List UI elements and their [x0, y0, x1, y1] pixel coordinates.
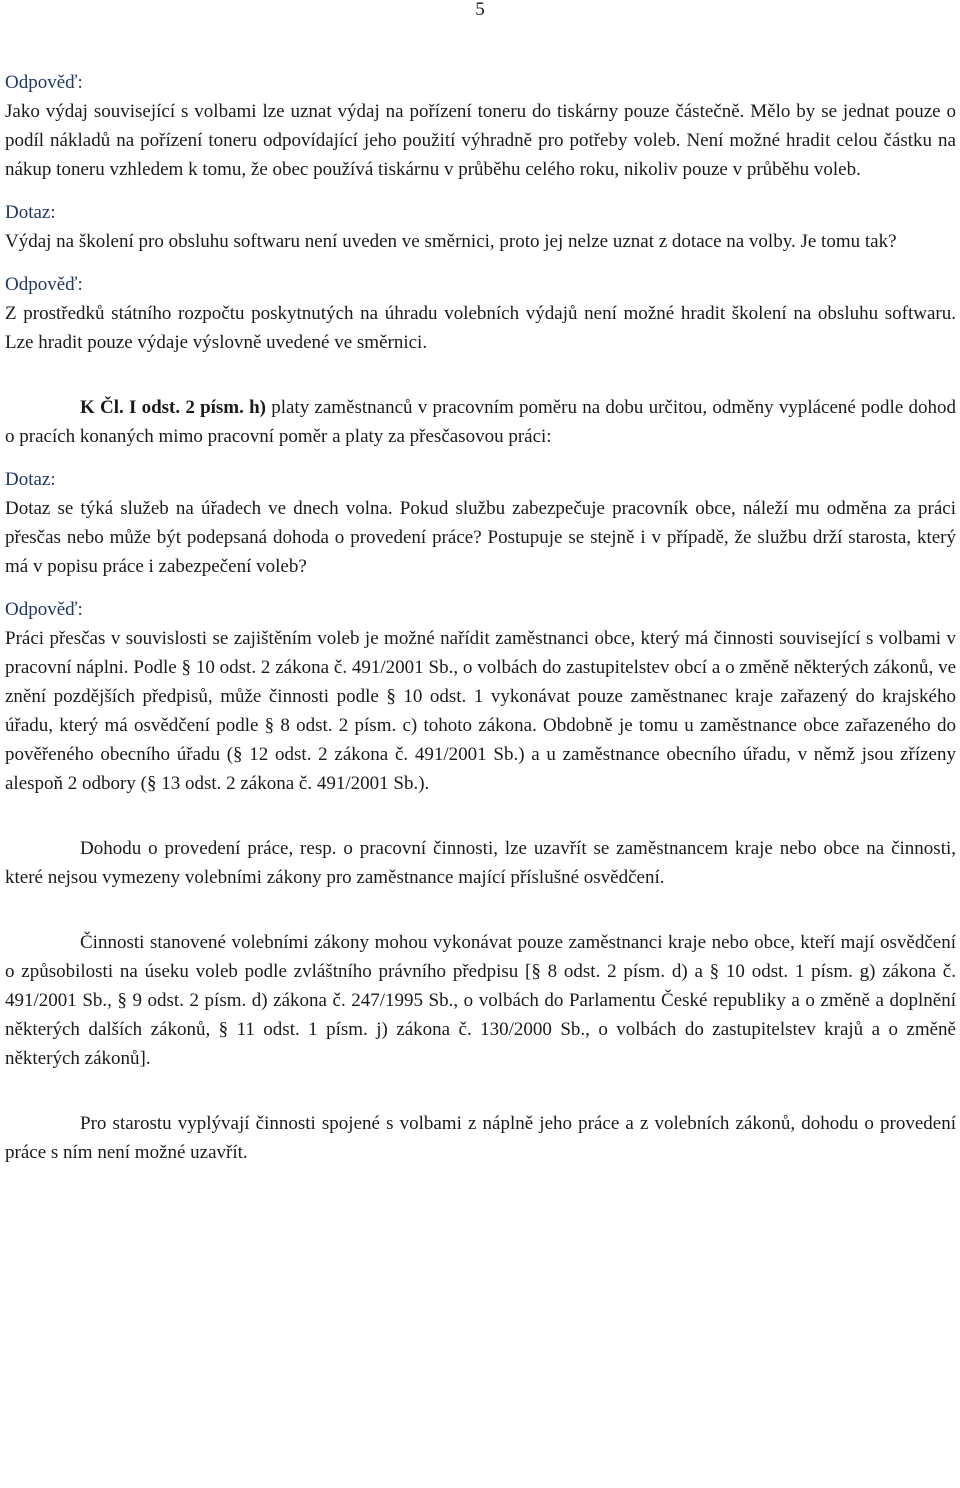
page-number: 5 — [475, 0, 485, 20]
section-heading: K Čl. I odst. 2 písm. h) — [80, 397, 266, 418]
question-label: Dotaz: — [5, 469, 56, 490]
section-paragraph — [5, 393, 956, 451]
question-text: Dotaz se týká služeb na úřadech ve dnech volna. Pokud službu zabezpečuje pracovník obce, náleží mu odměna za práci přesčas nebo může být podepsaná dohoda o provedení práce? Postupuje se stejně i v případě, že službu drží starosta, který má v popisu práce i zabezpečení voleb? — [5, 498, 956, 577]
section-text: platy zaměstnanců v pracovním poměru na dobu určitou, odměny vyplácené podle dohod o pracích konaných mimo pracovní poměr a platy za přesčasovou práci: — [5, 397, 956, 447]
document-content — [5, 68, 956, 1167]
paragraph: Dohodu o provedení práce, resp. o pracovní činnosti, lze uzavřít se zaměstnancem kraje nebo obce na činnosti, které nejsou vymezeny volebními zákony pro zaměstnance mající příslušné osvědčení. — [5, 838, 956, 888]
answer-label: Odpověď: — [5, 599, 83, 620]
paragraph: Činnosti stanovené volebními zákony mohou vykonávat pouze zaměstnanci kraje nebo obce, kteří mají osvědčení o způsobilosti na úseku voleb podle zvláštního právního předpisu [§ 8 odst. 2 písm. d) a § 10 odst. 1 písm. g) zákona č. 491/2001 Sb., § 9 odst. 2 písm. d) zákona č. 247/1995 Sb., o volbách do Parlamentu České republiky a o změně a doplnění některých dalších zákonů, § 11 odst. 1 písm. j) zákona č. 130/2000 Sb., o volbách do zastupitelstev krajů a o změně některých zákonů]. — [5, 932, 956, 1069]
question-text: Výdaj na školení pro obsluhu softwaru není uveden ve směrnici, proto jej nelze uznat z dotace na volby. Je tomu tak? — [5, 231, 897, 252]
answer-label: Odpověď: — [5, 72, 83, 93]
paragraph: Pro starostu vyplývají činnosti spojené s volbami z náplně jeho práce a z volebních zákonů, dohodu o provedení práce s ním není možné uzavřít. — [5, 1113, 956, 1163]
answer-text: Práci přesčas v souvislosti se zajištěním voleb je možné nařídit zaměstnanci obce, který má činnosti související s volbami v pracovní náplni. Podle § 10 odst. 2 zákona č. 491/2001 Sb., o volbách do zastupitelstev obcí a o změně některých zákonů, ve znění pozdějších předpisů, může činnosti podle § 10 odst. 1 vykonávat pouze zaměstnanec kraje zařazený do krajského úřadu, který má osvědčení podle § 8 odst. 2 písm. c) tohoto zákona. Obdobně je tomu u zaměstnance obce zařazeného do pověřeného obecního úřadu (§ 12 odst. 2 zákona č. 491/2001 Sb.) a u zaměstnance obecního úřadu, v němž jsou zřízeny alespoň 2 odbory (§ 13 odst. 2 zákona č. 491/2001 Sb.). — [5, 628, 956, 794]
answer-text: Z prostředků státního rozpočtu poskytnutých na úhradu volebních výdajů není možné hradit školení na obsluhu softwaru. Lze hradit pouze výdaje výslovně uvedené ve směrnici. — [5, 303, 956, 353]
answer-label: Odpověď: — [5, 274, 83, 295]
question-label: Dotaz: — [5, 202, 56, 223]
answer-text: Jako výdaj související s volbami lze uznat výdaj na pořízení toneru do tiskárny pouze částečně. Mělo by se jednat pouze o podíl nákladů na pořízení toneru odpovídající jeho použití výhradně pro potřeby voleb. Není možné hradit celou částku na nákup toneru vzhledem k tomu, že obec používá tiskárnu v průběhu celého roku, nikoliv pouze v průběhu voleb. — [5, 101, 956, 180]
